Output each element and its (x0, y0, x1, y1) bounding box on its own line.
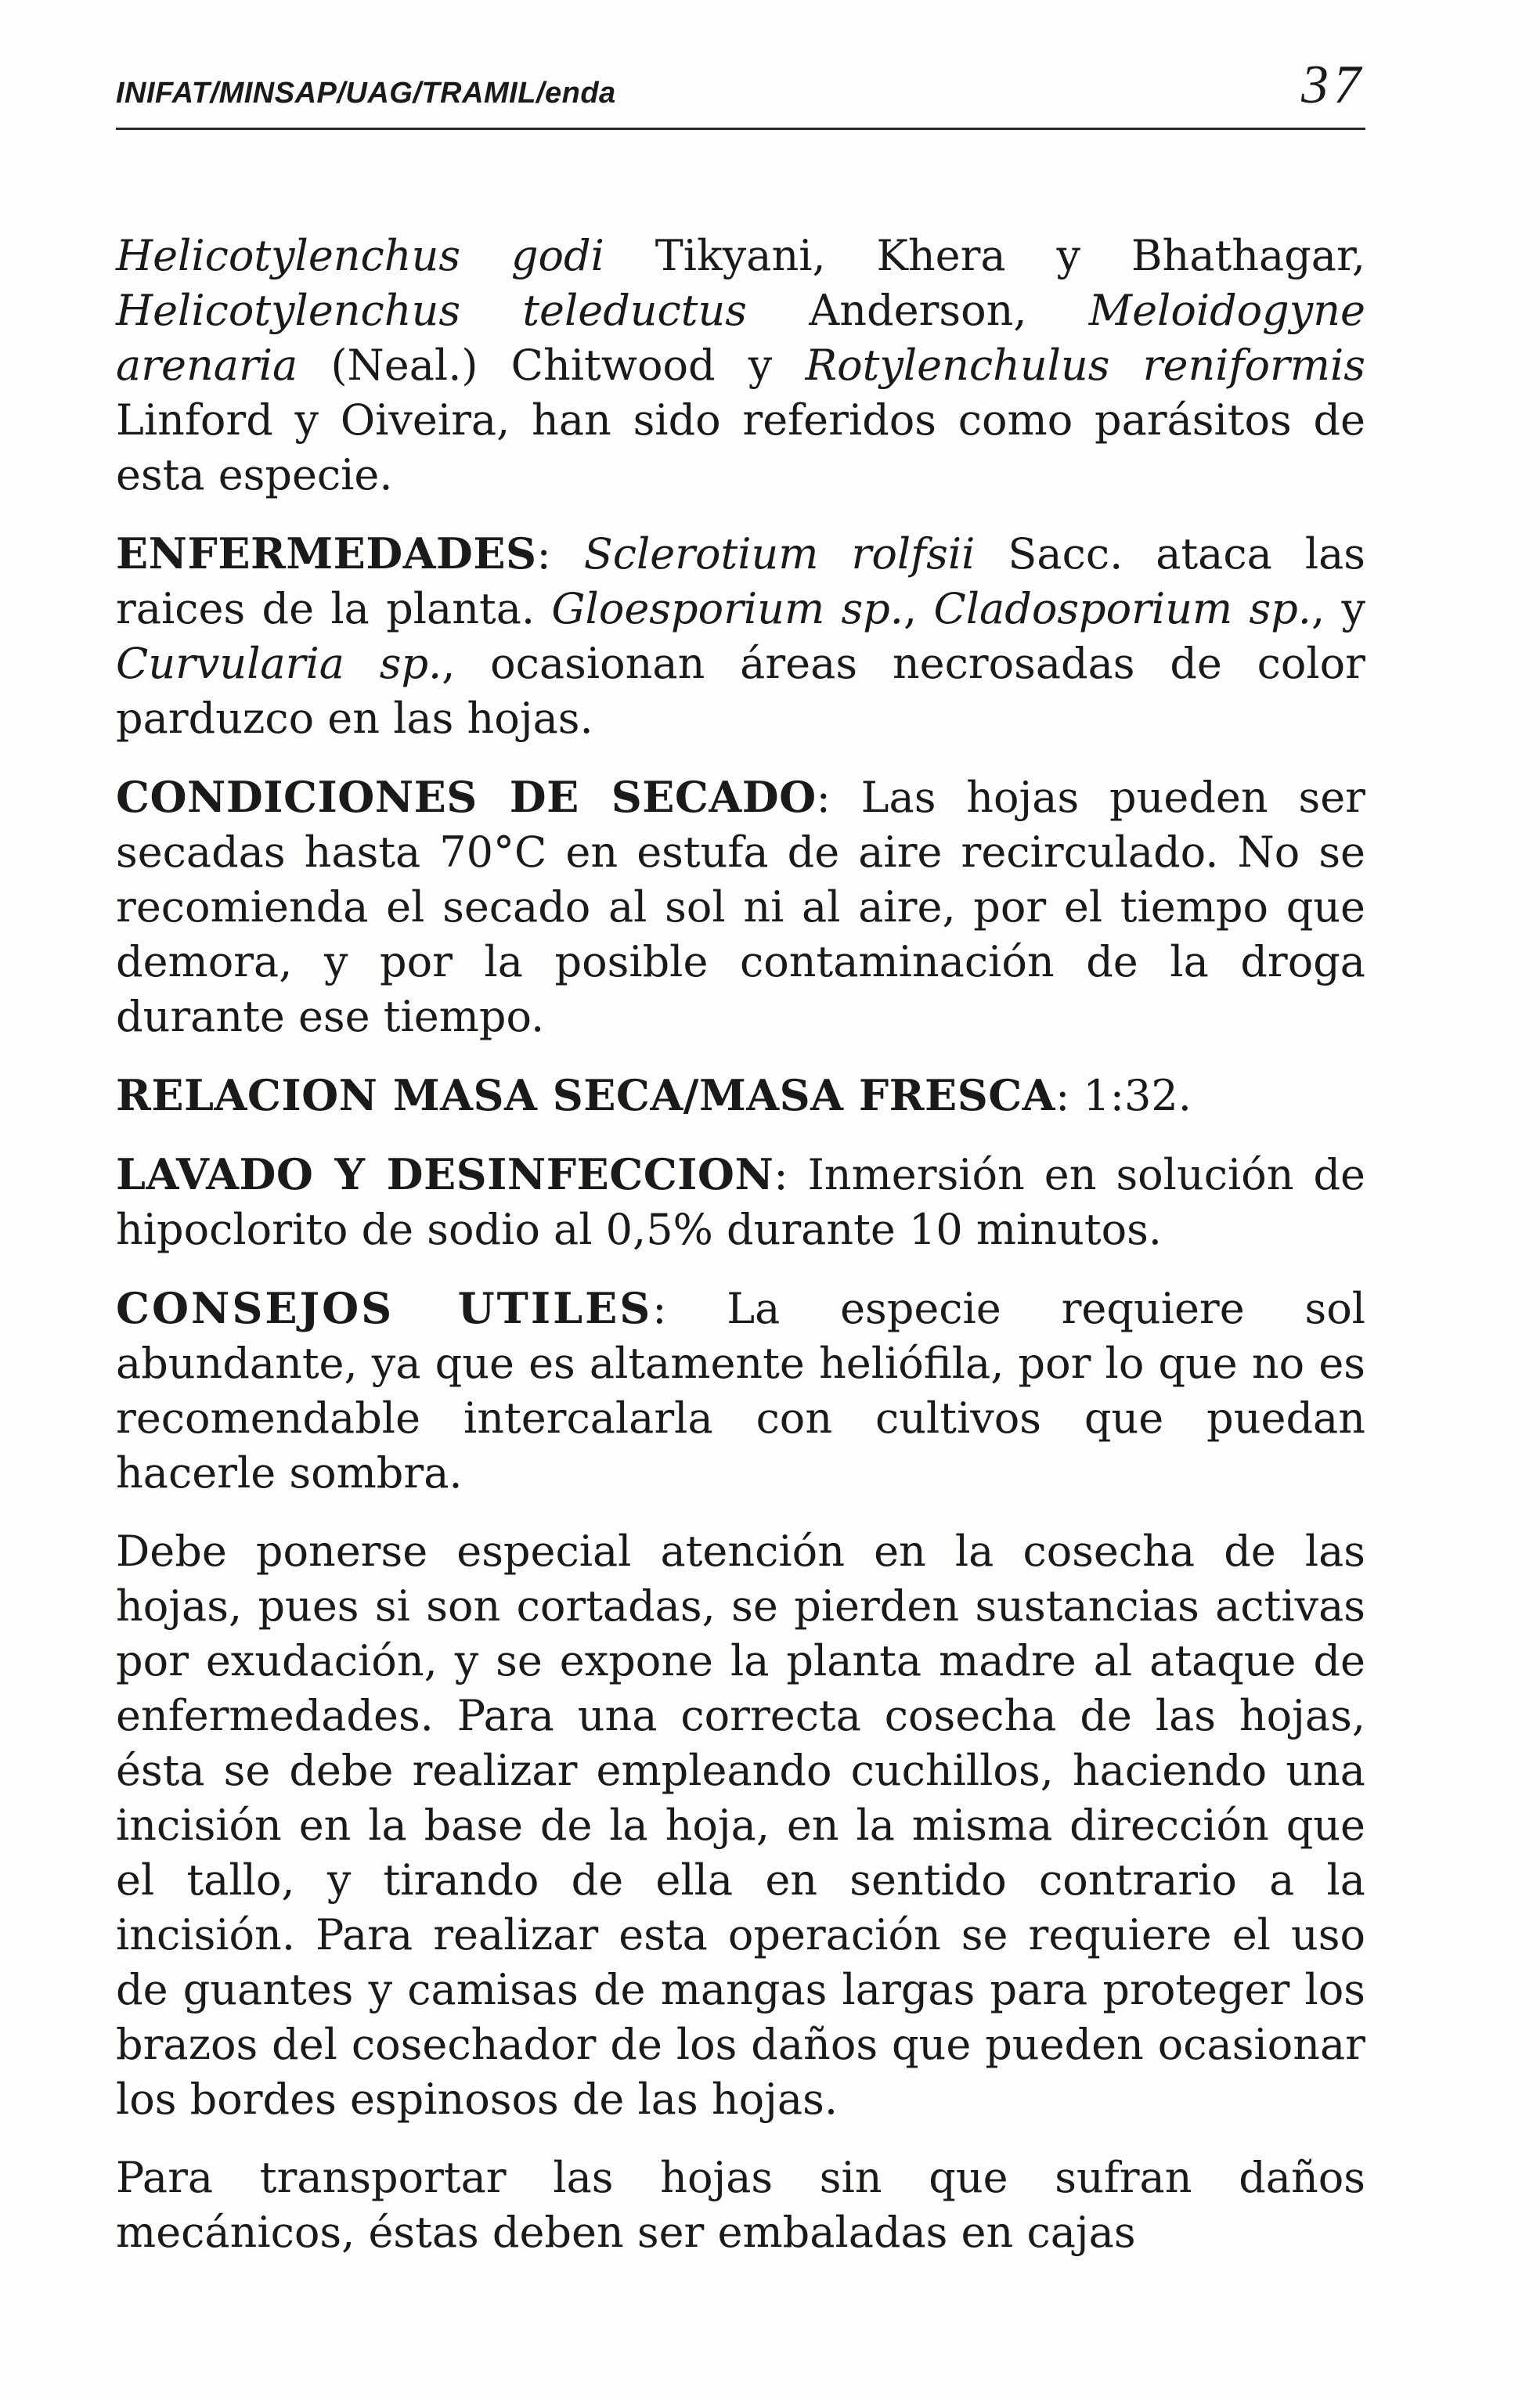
page-number: 37 (1301, 55, 1365, 115)
transporte-paragraph: Para transportar las hojas sin que sufran daños mecánicos, éstas deben ser embaladas en cajas (116, 2153, 1365, 2257)
species-name: Gloesporium sp. (551, 584, 903, 633)
page-header (116, 56, 1365, 130)
body-text (116, 229, 1365, 2284)
species-name: Meloidogyne arenaria (116, 286, 1365, 390)
enfermedades-paragraph: ENFERMEDADES: Sclerotium rolfsii Sacc. ataca las raices de la planta. Gloesporium sp., Cladosporium sp., y Curvularia sp., ocasionan áreas necrosadas de color parduzco en las hojas. (116, 528, 1365, 743)
species-name: Helicotylenchus teleductus (116, 286, 747, 335)
section-label: CONSEJOS UTILES (116, 1283, 653, 1333)
nematodes-paragraph: Helicotylenchus godi Tikyani, Khera y Bhathagar, Helicotylenchus teleductus Anderson, Meloidogyne arenaria (Neal.) Chitwood y Rotylenchulus reniformis Linford y Oiveira, han sido referidos como parásitos de esta especie. (116, 231, 1365, 499)
section-label: RELACION MASA SECA/MASA FRESCA (116, 1070, 1056, 1120)
section-label: ENFERMEDADES (116, 528, 537, 579)
species-name: Curvularia sp. (116, 639, 442, 688)
cosecha-paragraph: Debe ponerse especial atención en la cosecha de las hojas, pues si son cortadas, se pierden sustancias activas por exudación, y se expone la planta madre al ataque de enfermedades. Para una correcta cosecha de las hojas, ésta se debe realizar empleando cuchillos, haciendo una incisión en la base de la hoja, en la misma dirección que el tallo, y tirando de ella en sentido contrario a la incisión. Para realizar esta operación se requiere el uso de guantes y camisas de mangas largas para proteger los brazos del cosechador de los daños que pueden ocasionar los bordes espinosos de las hojas. (116, 1527, 1365, 2124)
consejos-paragraph: CONSEJOS UTILES: La especie requiere sol abundante, ya que es altamente heliófila, por lo que no es recomendable intercalarla con cultivos que puedan hacerle sombra. (116, 1283, 1365, 1498)
section-label: LAVADO Y DESINFECCION (116, 1149, 774, 1199)
species-name: Cladosporium sp. (933, 584, 1311, 633)
species-name: Helicotylenchus godi (116, 231, 604, 280)
running-title: INIFAT/MINSAP/UAG/TRAMIL/enda (116, 77, 616, 110)
section-label: CONDICIONES DE SECADO (116, 772, 817, 822)
secado-paragraph: CONDICIONES DE SECADO: Las hojas pueden ser secadas hasta 70°C en estufa de aire recirculado. No se recomienda el secado al sol ni al aire, por el tiempo que demora, y por la posible contaminación de la droga durante ese tiempo. (116, 772, 1365, 1041)
lavado-paragraph: LAVADO Y DESINFECCION: Inmersión en solución de hipoclorito de sodio al 0,5% durante 10 minutos. (116, 1149, 1366, 1254)
species-name: Sclerotium rolfsii (583, 529, 976, 579)
relacion-paragraph: RELACION MASA SECA/MASA FRESCA: 1:32. (116, 1070, 1192, 1120)
species-name: Rotylenchulus reniformis (805, 341, 1365, 390)
